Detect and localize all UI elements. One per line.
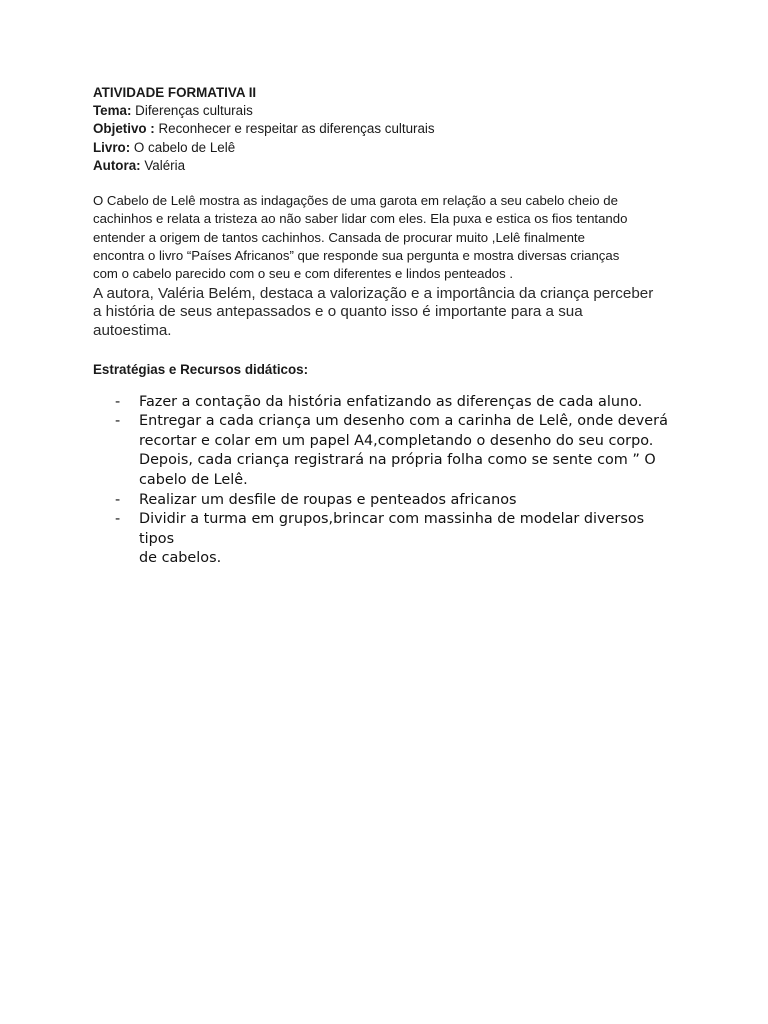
objetivo-value: Reconhecer e respeitar as diferenças culturais [154, 121, 435, 137]
list-item [93, 510, 683, 569]
author-line: autoestima. [93, 321, 172, 339]
list-bullet: - [115, 413, 121, 430]
summary-paragraph [93, 192, 683, 283]
autora-label: Autora: [93, 157, 141, 173]
livro-label: Livro: [93, 139, 131, 155]
document-page [93, 84, 683, 583]
summary-line: com o cabelo parecido com o seu e com diferentes e lindos penteados . [93, 266, 514, 282]
list-item-text: Dividir a turma em grupos,brincar com massinha de modelar diversos tipos [139, 511, 645, 547]
livro-value: O cabelo de Lelê [130, 139, 236, 155]
author-line: a história de seus antepassados e o quanto isso é importante para a sua [93, 303, 583, 321]
strategies-heading: Estratégias e Recursos didáticos: [93, 361, 309, 377]
list-bullet: - [115, 393, 121, 410]
autora-line [93, 157, 683, 175]
list-item-text: Realizar um desfile de roupas e penteados africanos [139, 491, 517, 508]
autora-value: Valéria [140, 157, 186, 173]
author-line: A autora, Valéria Belém, destaca a valorização e a importância da criança perceber [93, 284, 654, 302]
list-item-text: Depois, cada criança registrará na própria folha como se sente com ” O [139, 452, 656, 469]
list-item-text: de cabelos. [139, 550, 222, 567]
summary-line: encontra o livro “Países Africanos” que responde sua pergunta e mostra diversas crianças [93, 247, 620, 263]
list-bullet: - [115, 491, 121, 508]
list-item-text: Entregar a cada criança um desenho com a carinha de Lelê, onde deverá [139, 413, 668, 430]
objetivo-label: Objetivo : [93, 121, 155, 137]
summary-line: cachinhos e relata a tristeza ao não saber lidar com eles. Ela puxa e estica os fios tentando [93, 211, 628, 227]
document-title: ATIVIDADE FORMATIVA II [93, 85, 257, 100]
livro-line [93, 139, 683, 157]
objetivo-line [93, 120, 683, 138]
tema-value: Diferenças culturais [131, 103, 253, 119]
list-item [93, 393, 683, 413]
list-bullet: - [115, 511, 121, 528]
list-item [93, 491, 683, 511]
list-item-text: recortar e colar em um papel A4,completando o desenho do seu corpo. [139, 432, 654, 449]
list-item-text: cabelo de Lelê. [139, 471, 248, 488]
list-item-text: Fazer a contação da história enfatizando as diferenças de cada aluno. [139, 393, 643, 410]
tema-label: Tema: [93, 103, 132, 119]
strategies-list [93, 393, 683, 569]
tema-line [93, 102, 683, 120]
author-paragraph [93, 285, 683, 341]
list-item [93, 412, 683, 490]
summary-line: O Cabelo de Lelê mostra as indagações de uma garota em relação a seu cabelo cheio de [93, 193, 618, 209]
summary-line: entender a origem de tantos cachinhos. Cansada de procurar muito ,Lelê finalmente [93, 229, 585, 245]
